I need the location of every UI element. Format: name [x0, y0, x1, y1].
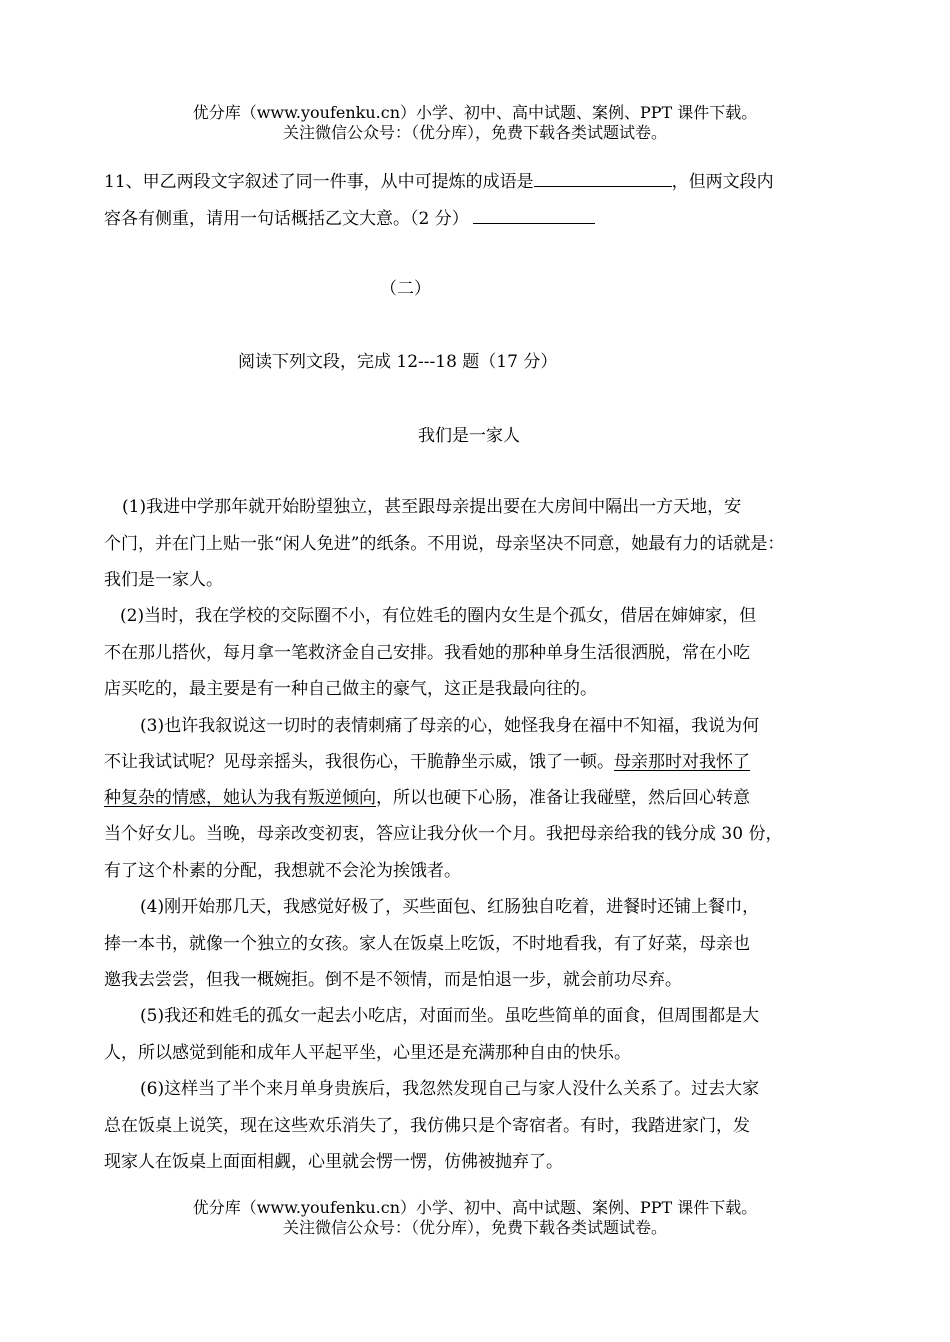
question-11-text-c: 容各有侧重，请用一句话概括乙文大意。（2 分）: [104, 209, 469, 229]
underlined-sentence-part-2: 种复杂的情感，她认为我有叛逆倾向: [104, 788, 376, 808]
paragraph-1-line-1: (1)我进中学那年就开始盼望独立，甚至跟母亲提出要在大房间中隔出一方天地，安: [122, 497, 742, 517]
footer-line-1: 优分库（www.youfenku.cn）小学、初中、高中试题、案例、PPT 课件下载。: [192, 1198, 758, 1217]
paragraph-4-line-3: 邀我去尝尝，但我一概婉拒。倒不是不领情，而是怕退一步，就会前功尽弃。: [104, 970, 682, 990]
paragraph-6-line-3: 现家人在饭桌上面面相觑，心里就会愣一愣，仿佛被抛弃了。: [104, 1152, 563, 1172]
question-11-line-1: [104, 168, 774, 194]
paragraph-1-line-2: 个门，并在门上贴一张“闲人免进”的纸条。不用说，母亲坚决不同意，她最有力的话就是：: [104, 534, 785, 554]
paragraph-2-line-1: (2)当时，我在学校的交际圈不小，有位姓毛的圈内女生是个孤女，借居在婶婶家，但: [120, 606, 757, 626]
paragraph-2-line-3: 店买吃的，最主要是有一种自己做主的豪气，这正是我最向往的。: [104, 679, 597, 699]
paragraph-3-line-1: (3)也许我叙说这一切时的表情刺痛了母亲的心，她怪我身在福中不知福，我说为何: [140, 716, 760, 736]
footer-line-2: 关注微信公众号：（优分库），免费下载各类试题试卷。: [282, 1218, 667, 1237]
paragraph-4-line-1: (4)刚开始那几天，我感觉好极了，买些面包、红肠独自吃着，进餐时还铺上餐巾，: [140, 897, 760, 917]
underlined-sentence-part-1: 母亲那时对我怀了: [614, 752, 750, 772]
header-line-1: 优分库（www.youfenku.cn）小学、初中、高中试题、案例、PPT 课件下载。: [192, 103, 758, 122]
paragraph-6-line-2: 总在饭桌上说笑，现在这些欢乐消失了，我仿佛只是个寄宿者。有时，我踏进家门，发: [104, 1116, 750, 1136]
paragraph-2-line-2: 不在那儿搭伙，每月拿一笔救济金自己安排。我看她的那种单身生活很洒脱，常在小吃: [104, 643, 750, 663]
paragraph-3-line-5: 有了这个朴素的分配，我想就不会沦为挨饿者。: [104, 861, 461, 881]
reading-instruction: 阅读下列文段，完成 12---18 题（17 分）: [238, 352, 558, 372]
paragraph-3-line-3-plain: ，所以也硬下心肠，准备让我碰壁，然后回心转意: [376, 788, 750, 808]
question-11-text-a: 11、甲乙两段文字叙述了同一件事，从中可提炼的成语是: [104, 172, 534, 192]
section-title: （二）: [380, 279, 431, 299]
paragraph-3-line-2-plain: 不让我试试呢？见母亲摇头，我很伤心，干脆静坐示威，饿了一顿。: [104, 752, 614, 772]
paragraph-3-line-4: 当个好女儿。当晚，母亲改变初衷，答应让我分伙一个月。我把母亲给我的钱分成 30 份，: [104, 824, 783, 844]
header-line-2: 关注微信公众号：（优分库），免费下载各类试题试卷。: [282, 123, 667, 142]
answer-blank-1[interactable]: [534, 168, 672, 187]
paragraph-5-line-2: 人，所以感觉到能和成年人平起平坐，心里还是充满那种自由的快乐。: [104, 1043, 631, 1063]
article-title: 我们是一家人: [418, 426, 520, 446]
paragraph-4-line-2: 捧一本书，就像一个独立的女孩。家人在饭桌上吃饭，不时地看我，有了好菜，母亲也: [104, 934, 750, 954]
paragraph-6-line-1: (6)这样当了半个来月单身贵族后，我忽然发现自己与家人没什么关系了。过去大家: [140, 1079, 760, 1099]
question-11-text-b: ，但两文段内: [671, 172, 774, 192]
paragraph-3-line-3: [104, 786, 750, 810]
paragraph-3-line-2: [104, 750, 750, 774]
question-11-line-2: [104, 205, 595, 231]
answer-blank-2[interactable]: [473, 205, 595, 224]
paragraph-5-line-1: (5)我还和姓毛的孤女一起去小吃店，对面而坐。虽吃些简单的面食，但周围都是大: [140, 1006, 760, 1026]
paragraph-1-line-3: 我们是一家人。: [104, 570, 223, 590]
